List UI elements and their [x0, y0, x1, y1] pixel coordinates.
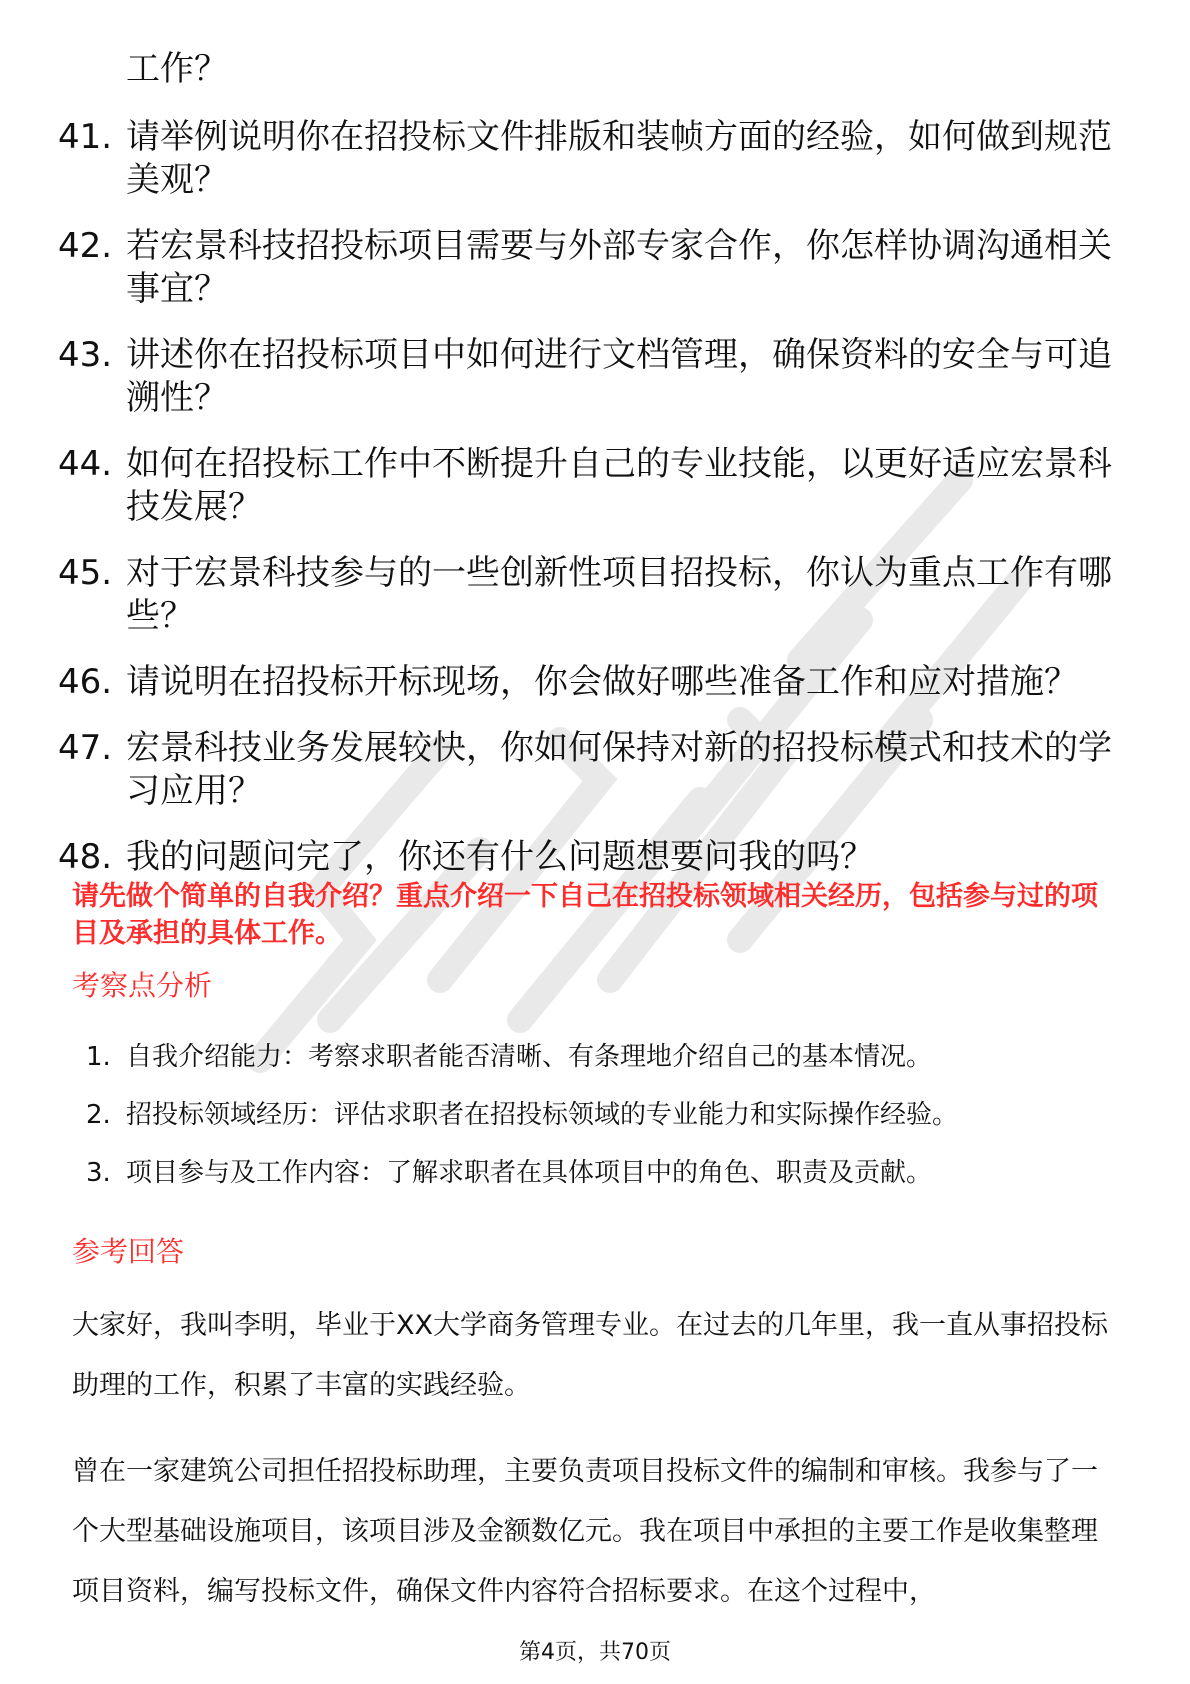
question-text: 宏景科技业务发展较快，你如何保持对新的招投标模式和技术的学习应用？ — [126, 728, 1112, 811]
question-item — [58, 334, 1118, 420]
analysis-text: 项目参与及工作内容：了解求职者在具体项目中的角色、职责及贡献。 — [126, 1158, 933, 1188]
question-text: 对于宏景科技参与的一些创新性项目招投标，你认为重点工作有哪些？ — [126, 553, 1112, 636]
question-number: 41. — [58, 117, 113, 157]
answer-paragraph: 曾在一家建筑公司担任招投标助理，主要负责项目投标文件的编制和审核。我参与了一个大型基础设施项目，该项目涉及金额数亿元。我在项目中承担的主要工作是收集整理项目资料，编写投标文件，确保文件内容符合招标要求。在这个过程中， — [72, 1456, 1098, 1607]
question-item — [58, 116, 1118, 202]
answer-paragraph: 大家好，我叫李明，毕业于XX大学商务管理专业。在过去的几年里，我一直从事招投标助理的工作，积累了丰富的实践经验。 — [72, 1310, 1108, 1401]
question-continuation: 工作？ — [126, 49, 228, 89]
question-number: 48. — [58, 837, 113, 877]
question-list — [58, 48, 1118, 902]
analysis-title: 考察点分析 — [72, 969, 213, 1002]
analysis-number: 3. — [86, 1158, 111, 1188]
question-text: 若宏景科技招投标项目需要与外部专家合作，你怎样协调沟通相关事宜？ — [126, 226, 1112, 309]
question-number: 47. — [58, 728, 113, 768]
analysis-number: 1. — [86, 1042, 111, 1072]
question-number: 43. — [58, 335, 113, 375]
question-number: 45. — [58, 553, 113, 593]
question-item — [58, 443, 1118, 529]
question-item — [58, 836, 1118, 879]
analysis-number: 2. — [86, 1100, 111, 1130]
question-text: 讲述你在招投标项目中如何进行文档管理，确保资料的安全与可追溯性？ — [126, 335, 1112, 418]
page-footer: 第4页，共70页 — [519, 1640, 671, 1665]
question-number: 46. — [58, 662, 113, 702]
question-item — [58, 661, 1118, 704]
question-text: 请说明在招投标开标现场，你会做好哪些准备工作和应对措施？ — [126, 662, 1078, 702]
question-item — [58, 552, 1118, 638]
analysis-text: 招投标领域经历：评估求职者在招投标领域的专业能力和实际操作经验。 — [126, 1100, 959, 1130]
analysis-item — [86, 1156, 1116, 1190]
analysis-text: 自我介绍能力：考察求职者能否清晰、有条理地介绍自己的基本情况。 — [126, 1042, 933, 1072]
question-text: 如何在招投标工作中不断提升自己的专业技能，以更好适应宏景科技发展？ — [126, 444, 1112, 527]
question-number: 42. — [58, 226, 113, 266]
answer-title: 参考回答 — [72, 1235, 185, 1268]
analysis-item — [86, 1040, 1116, 1074]
analysis-item — [86, 1098, 1116, 1132]
question-text: 我的问题问完了，你还有什么问题想要问我的吗？ — [126, 837, 874, 877]
question-item — [58, 225, 1118, 311]
analysis-list — [86, 1040, 1116, 1214]
highlight-question: 请先做个简单的自我介绍？重点介绍一下自己在招投标领域相关经历，包括参与过的项目及承担的具体工作。 — [72, 881, 1098, 949]
question-text: 请举例说明你在招投标文件排版和装帧方面的经验，如何做到规范美观？ — [126, 117, 1112, 200]
question-item — [58, 727, 1118, 813]
question-number: 44. — [58, 444, 113, 484]
